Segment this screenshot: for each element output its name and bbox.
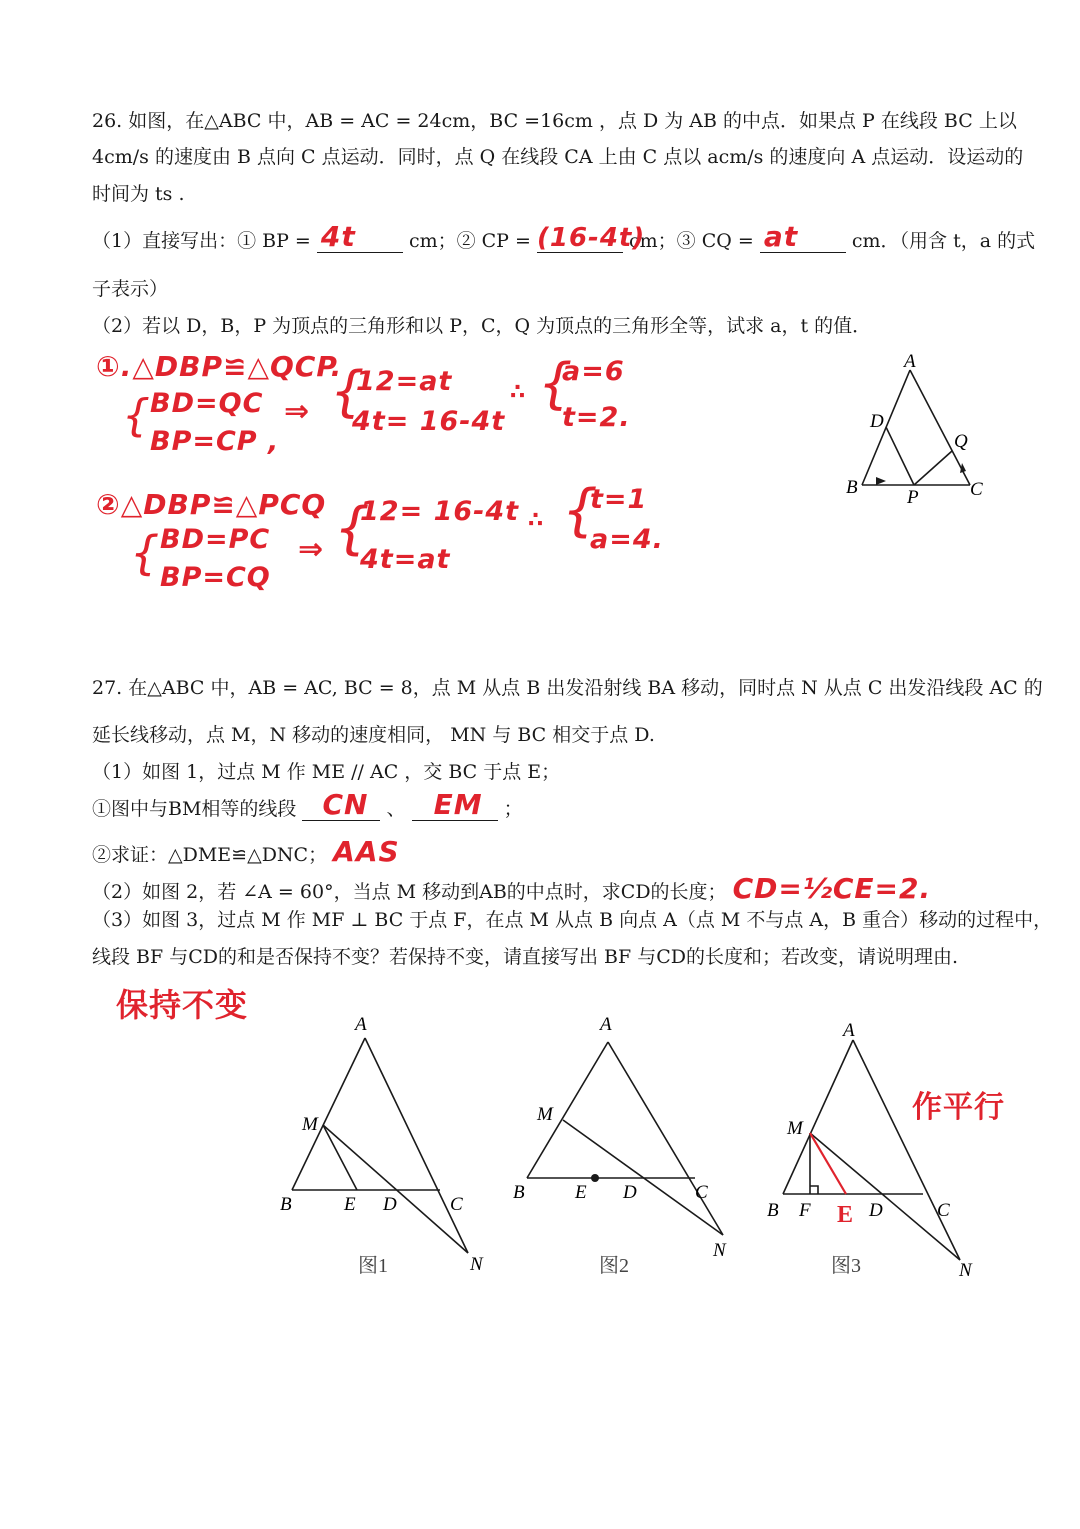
fig3-red-parallel-line: [810, 1133, 846, 1194]
case2-right-brace: {: [562, 478, 599, 543]
fig3-label-b: B: [767, 1200, 779, 1221]
cp-answer-blank: [536, 222, 646, 253]
q27-sub1-end: ；: [503, 798, 523, 821]
bp-answer-blank: [317, 220, 403, 254]
case1-result-a: a=6: [562, 356, 625, 387]
proof-answer: AAS: [333, 835, 400, 868]
q26-part1-prefix: （1）直接写出：① BP =: [92, 230, 311, 253]
case2-result-t: t=1: [590, 484, 648, 515]
case1-cond2: BP=CP ,: [150, 426, 280, 457]
fig2-label-n: N: [713, 1240, 726, 1261]
cp-answer: (16-4t): [536, 222, 646, 253]
fig3-label-n: N: [959, 1260, 972, 1281]
seg2-blank: [412, 788, 498, 822]
q27-part3-line2: 线段 BF 与CD的和是否保持不变？若保持不变，请直接写出 BF 与CD的长度和；若改变，请说明理由.: [92, 946, 959, 968]
case2-left-brace: {: [130, 526, 161, 580]
cq-answer: at: [763, 220, 799, 254]
q26-part1: [92, 220, 1036, 254]
fig2-label-a: A: [600, 1014, 612, 1035]
fig3-label-a: A: [843, 1020, 855, 1041]
case2-therefore: ∴: [528, 508, 545, 533]
fig3-label-c: C: [937, 1200, 950, 1221]
q26-part1-line2: 子表示）: [92, 278, 169, 300]
bp-answer: 4t: [320, 220, 356, 254]
q27-line2: 延长线移动，点 M，N 移动的速度相同， MN 与 BC 相交于点 D.: [92, 724, 655, 746]
case2-eq2: 4t=at: [360, 544, 451, 575]
case1-right-brace: {: [538, 352, 574, 415]
q27-part2-text: （2）如图 2，若 ∠A = 60°，当点 M 移动到AB的中点时，求CD的长度；: [92, 881, 727, 903]
label-a: A: [904, 351, 916, 372]
case2-mid-brace: {: [334, 496, 371, 561]
case1-eq1: 12=at: [356, 366, 453, 397]
label-d: D: [870, 411, 884, 432]
case2-result-a: a=4.: [590, 524, 664, 555]
case1-implies-icon: ⇒: [284, 394, 311, 429]
label-p: P: [907, 487, 919, 508]
fig3-caption: 图3: [831, 1255, 861, 1277]
cd-answer: CD=½CE=2.: [732, 872, 932, 905]
figure-2: [505, 1010, 750, 1285]
case1-left-brace: {: [122, 390, 151, 441]
case2-cond1: BD=PC: [160, 524, 271, 555]
q27-part3-line1: （3）如图 3，过点 M 作 MF ⊥ BC 于点 F，在点 M 从点 B 向点 A（点 M 不与点 A，B 重合）移动的过程中，: [92, 909, 1053, 931]
label-q: Q: [954, 431, 968, 452]
case1-eq2: 4t= 16-4t: [352, 406, 506, 437]
keep-answer: 保持不变: [116, 986, 249, 1024]
case1-cond1: BD=QC: [150, 388, 264, 419]
q27-sub2: [92, 835, 400, 869]
q27-sub1-sep: 、: [386, 798, 406, 821]
q26-part1-suffix: cm．（用含 t，a 的式: [851, 230, 1036, 253]
q27-sub1-text: ①图中与BM相等的线段: [92, 798, 297, 821]
figure-1: [270, 1010, 500, 1285]
seg1-blank: [302, 788, 380, 822]
fig3-label-m: M: [787, 1118, 803, 1139]
case1-therefore: ∴: [510, 380, 527, 405]
case1-mid-brace: {: [330, 360, 366, 423]
seg2-answer: EM: [433, 788, 483, 822]
fig3-handwritten-e: E: [837, 1202, 854, 1228]
case2-implies-icon: ⇒: [298, 532, 325, 567]
case2-cond2: BP=CQ: [160, 562, 271, 593]
label-b: B: [846, 477, 858, 498]
fig2-point-e: [591, 1174, 599, 1182]
cq-answer-blank: [760, 220, 846, 254]
case1-title: ①.△DBP≌△QCP.: [96, 350, 343, 383]
q27-part1: （1）如图 1，过点 M 作 ME // AC ，交 BC 于点 E；: [92, 761, 561, 783]
fig3-label-f: F: [799, 1200, 811, 1221]
fig1-label-d: D: [383, 1194, 397, 1215]
q27-part2: [92, 872, 931, 906]
fig2-label-m: M: [537, 1104, 553, 1125]
q26-part2: （2）若以 D，B，P 为顶点的三角形和以 P，C，Q 为顶点的三角形全等，试求 a，t 的值．: [92, 315, 872, 337]
parallel-note: 作平行: [912, 1090, 1005, 1125]
fig1-label-n: N: [470, 1254, 483, 1275]
fig2-label-c: C: [695, 1182, 708, 1203]
q26-line3: 时间为 ts .: [92, 183, 185, 205]
fig2-label-e: E: [575, 1182, 587, 1203]
fig1-label-m: M: [302, 1114, 318, 1135]
fig2-caption: 图2: [599, 1255, 629, 1277]
seg1-answer: CN: [322, 788, 369, 822]
q26-triangle-figure: [840, 345, 1000, 510]
fig1-label-e: E: [344, 1194, 356, 1215]
case2-eq1: 12= 16-4t: [360, 496, 520, 527]
arrow-b-to-c-icon: [876, 477, 886, 485]
figure-3: [755, 1010, 985, 1285]
case2-title: ②△DBP≌△PCQ: [96, 488, 327, 521]
fig1-label-c: C: [450, 1194, 463, 1215]
q27-line1: 27. 在△ABC 中，AB = AC, BC = 8，点 M 从点 B 出发沿射线 BA 移动，同时点 N 从点 C 出发沿线段 AC 的: [92, 677, 1043, 699]
case1-result-t: t=2.: [562, 402, 631, 433]
fig3-label-d: D: [869, 1200, 883, 1221]
label-c: C: [970, 479, 983, 500]
q26-line2: 4cm/s 的速度由 B 点向 C 点运动．同时，点 Q 在线段 CA 上由 C 点以 acm/s 的速度向 A 点运动．设运动的: [92, 146, 1024, 168]
fig1-label-a: A: [355, 1014, 367, 1035]
fig1-label-b: B: [280, 1194, 292, 1215]
fig1-caption: 图1: [358, 1255, 388, 1277]
q27-sub1: [92, 788, 523, 822]
fig2-label-b: B: [513, 1182, 525, 1203]
q26-line1: 26. 如图，在△ABC 中，AB = AC = 24cm，BC =16cm ，点 D 为 AB 的中点．如果点 P 在线段 BC 上以: [92, 110, 1017, 132]
fig2-label-d: D: [623, 1182, 637, 1203]
q26-part1-mid2: cm；③ CQ =: [629, 230, 754, 253]
q27-sub2-text: ②求证：△DME≌△DNC；: [92, 844, 328, 866]
q26-part1-mid1: cm；② CP =: [408, 230, 531, 253]
